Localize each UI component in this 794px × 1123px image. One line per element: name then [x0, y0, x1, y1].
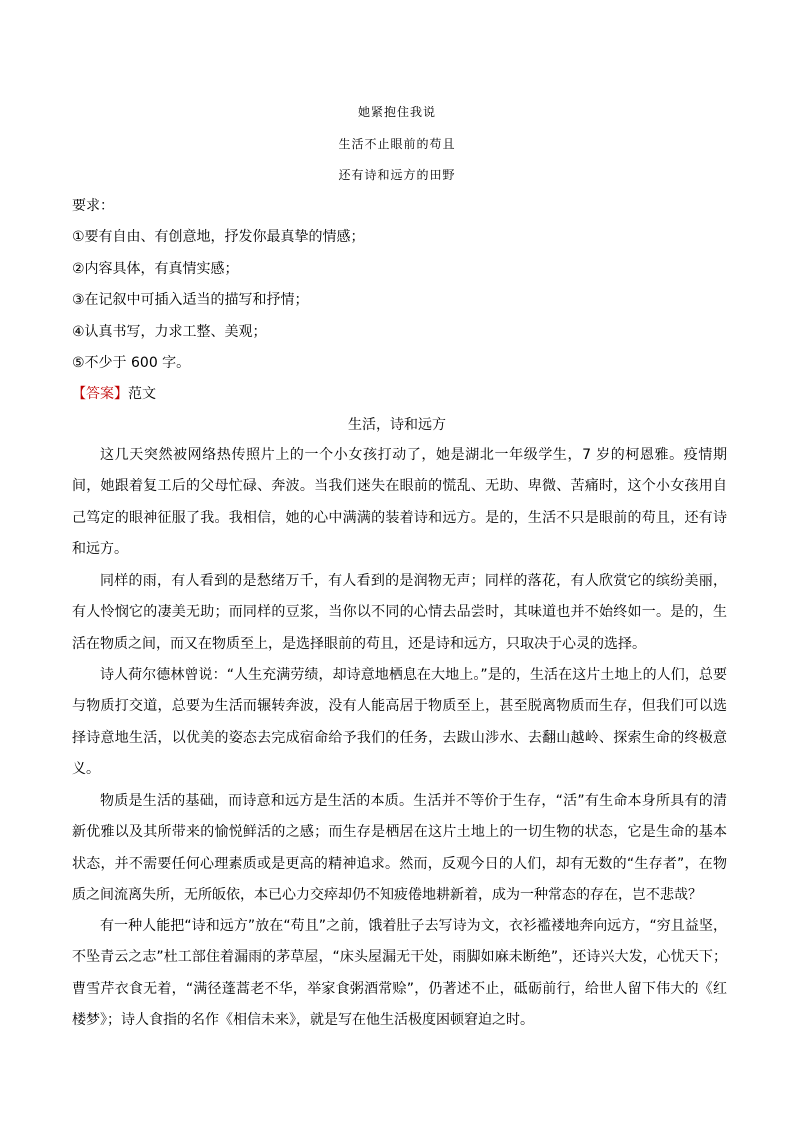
requirement-item-3: ③在记叙中可插入适当的描写和抒情； [72, 292, 309, 308]
requirements-label: 要求： [72, 198, 114, 214]
answer-line [72, 384, 156, 404]
requirement-item-2: ②内容具体，有真情实感； [72, 261, 239, 277]
essay-paragraph-1: 这几天突然被网络热传照片上的一个小女孩打动了，她是湖北一年级学生，7 岁的柯恩雅。疫情期间，她跟着复工后的父母忙碌、奔波。当我们迷失在眼前的慌乱、无助、卑微、苦痛时，这个小女孩用自己笃定的眼神征服了我。我相信，她的心中满满的装着诗和远方。是的，生活不只是眼前的苟且，还有诗和远方。 [72, 447, 727, 558]
essay-paragraph-4: 物质是生活的基础，而诗意和远方是生活的本质。生活并不等价于生存，“活”有生命本身所具有的清新优雅以及其所带来的愉悦鲜活的之感；而生存是栖居在这片土地上的一切生物的状态，它是生命的基本状态，并不需要任何心理素质或是更高的精神追求。然而，反观今日的人们，却有无数的“生存者”，在物质之间流离失所，无所皈依，本已心力交瘁却仍不知疲倦地耕新着，成为一种常态的存在，岂不悲哉？ [72, 793, 727, 904]
essay-title: 生活，诗和远方 [348, 417, 446, 433]
poem-line-2: 生活不止眼前的苟且 [338, 137, 456, 151]
requirement-item-4: ④认真书写，力求工整、美观； [72, 324, 267, 340]
poem-line-1: 她紧抱住我说 [357, 105, 436, 119]
essay-paragraph-5: 有一种人能把“诗和远方”放在“苟且”之前，饿着肚子去写诗为文，衣衫褴褛地奔向远方，“穷且益坚，不坠青云之志”杜工部住着漏雨的茅草屋，“床头屋漏无干处，雨脚如麻未断绝”，还诗兴大发，心忧天下；曹雪芹衣食无着，“满径蓬蒿老不华，举家食粥酒常赊”，仍著述不止，砥砺前行，给世人留下伟大的《红楼梦》；诗人食指的名作《相信未来》，就是写在他生活极度困顿窘迫之时。 [72, 918, 727, 1029]
essay-paragraph-2: 同样的雨，有人看到的是愁绪万千，有人看到的是润物无声；同样的落花，有人欣赏它的缤纷美丽，有人怜悯它的凄美无助；而同样的豆浆，当你以不同的心情去品尝时，其味道也并不始终如一。是的，生活在物质之间，而又在物质至上，是选择眼前的苟且，还是诗和远方，只取决于心灵的选择。 [72, 573, 727, 652]
requirement-item-1: ①要有自由、有创意地，抒发你最真挚的情感； [72, 229, 365, 245]
answer-tag: 【答案】 [72, 386, 128, 402]
requirement-item-5: ⑤不少于 600 字。 [72, 355, 191, 371]
poem-line-3: 还有诗和远方的田野 [338, 168, 456, 182]
essay-paragraph-3: 诗人荷尔德林曾说：“人生充满劳绩，却诗意地栖息在大地上。”是的，生活在这片土地上的人们，总要与物质打交道，总要为生活而辗转奔波，没有人能高居于物质至上，甚至脱离物质而生存，但我们可以选择诗意地生活，以优美的姿态去完成宿命给予我们的任务，去跋山涉水、去翻山越岭、探索生命的终极意义。 [72, 667, 727, 778]
answer-text: 范文 [128, 386, 156, 402]
